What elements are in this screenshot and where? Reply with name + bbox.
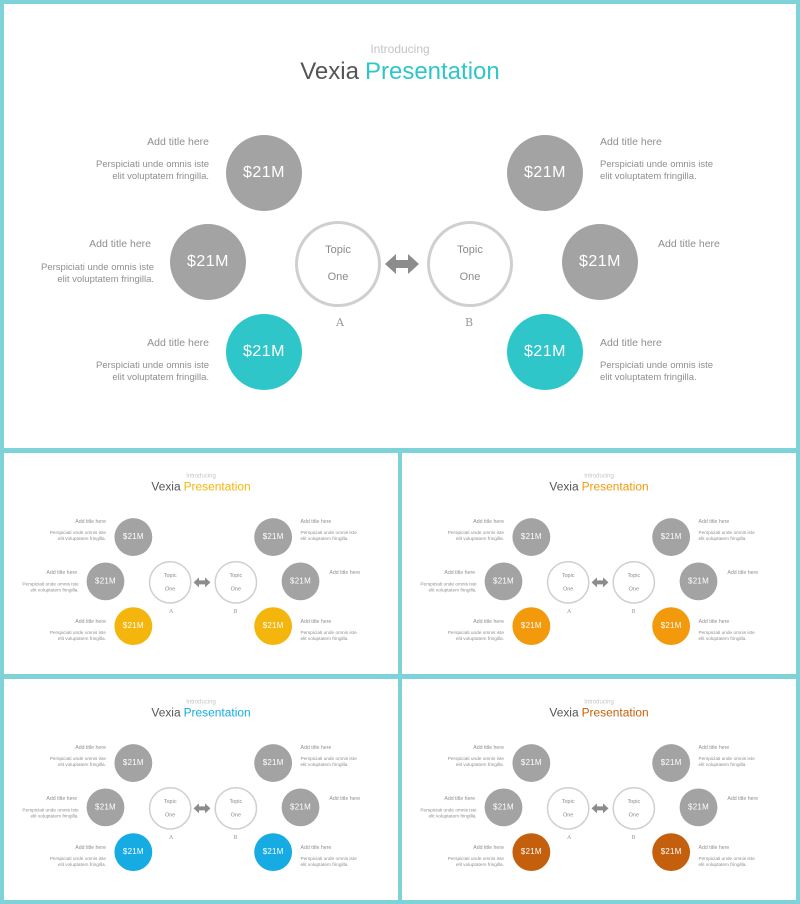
right-bottom-accent-circle: $21M bbox=[254, 607, 292, 645]
slide-thumb-brown[interactable] bbox=[402, 679, 796, 900]
right-top-desc: Perspiciati unde omnis iste elit voluptatem fringilla. bbox=[600, 159, 713, 182]
intro-text: Introducing bbox=[584, 697, 614, 705]
title-word-1: Vexia bbox=[151, 479, 181, 494]
right-mid-title: Add title here bbox=[727, 569, 759, 576]
label-a: A bbox=[169, 608, 174, 615]
right-bottom-title: Add title here bbox=[600, 337, 662, 349]
left-mid-desc: Perspiciati unde omnis iste elit voluptatem fringilla. bbox=[22, 807, 79, 819]
right-mid-value-circle: $21M bbox=[562, 224, 638, 300]
left-bottom-title: Add title here bbox=[75, 618, 106, 625]
right-top-value-circle: $21M bbox=[254, 518, 292, 556]
slide-title bbox=[4, 706, 398, 720]
title-word-1: Vexia bbox=[151, 705, 181, 720]
right-bottom-accent-circle: $21M bbox=[652, 607, 690, 645]
topic-circle-b: Topic One bbox=[214, 561, 257, 604]
topic-circle-a: Topic One bbox=[295, 221, 381, 307]
left-top-value-circle: $21M bbox=[512, 518, 550, 556]
slide-content bbox=[4, 453, 398, 674]
left-bottom-accent-circle: $21M bbox=[226, 314, 302, 390]
intro-text: Introducing bbox=[186, 697, 216, 705]
left-mid-value-circle: $21M bbox=[485, 788, 523, 826]
right-bottom-title: Add title here bbox=[698, 618, 730, 625]
left-mid-value-circle: $21M bbox=[87, 788, 125, 826]
slide-content bbox=[4, 679, 398, 900]
left-bottom-desc: Perspiciati unde omnis iste elit voluptatem fringilla. bbox=[96, 360, 209, 383]
right-bottom-title: Add title here bbox=[300, 844, 332, 851]
double-arrow-icon bbox=[385, 252, 419, 276]
slide-thumb-yellow[interactable] bbox=[4, 453, 398, 674]
right-bottom-desc: Perspiciati unde omnis iste elit voluptatem fringilla. bbox=[600, 360, 713, 383]
title-word-2: Presentation bbox=[183, 479, 251, 494]
label-b: B bbox=[233, 834, 238, 841]
slide-thumb-blue[interactable] bbox=[4, 679, 398, 900]
left-top-title: Add title here bbox=[75, 518, 106, 525]
topic-circle-a: Topic One bbox=[149, 787, 192, 830]
title-word-1: Vexia bbox=[549, 479, 579, 494]
label-b: B bbox=[233, 608, 238, 615]
left-bottom-title: Add title here bbox=[147, 337, 209, 349]
right-bottom-accent-circle: $21M bbox=[507, 314, 583, 390]
right-top-desc: Perspiciati unde omnis iste elit voluptatem fringilla. bbox=[698, 530, 755, 542]
right-bottom-title: Add title here bbox=[300, 618, 332, 625]
right-bottom-desc: Perspiciati unde omnis iste elit voluptatem fringilla. bbox=[698, 856, 755, 868]
double-arrow-icon bbox=[592, 576, 609, 588]
right-top-value-circle: $21M bbox=[254, 744, 292, 782]
right-top-title: Add title here bbox=[300, 518, 332, 525]
right-mid-value-circle: $21M bbox=[282, 788, 320, 826]
topic-circle-b: Topic One bbox=[612, 787, 655, 830]
slide-main[interactable] bbox=[4, 4, 796, 448]
right-mid-value-circle: $21M bbox=[680, 562, 718, 600]
title-word-1: Vexia bbox=[300, 58, 359, 85]
left-mid-desc: Perspiciati unde omnis iste elit voluptatem fringilla. bbox=[22, 581, 79, 593]
right-bottom-accent-circle: $21M bbox=[652, 833, 690, 871]
label-b: B bbox=[631, 608, 636, 615]
topic-circle-b: Topic One bbox=[612, 561, 655, 604]
right-bottom-desc: Perspiciati unde omnis iste elit voluptatem fringilla. bbox=[300, 856, 357, 868]
left-top-value-circle: $21M bbox=[114, 744, 152, 782]
label-a: A bbox=[169, 834, 174, 841]
right-bottom-desc: Perspiciati unde omnis iste elit voluptatem fringilla. bbox=[698, 630, 755, 642]
double-arrow-icon bbox=[194, 802, 211, 814]
left-top-value-circle: $21M bbox=[512, 744, 550, 782]
left-top-title: Add title here bbox=[473, 518, 504, 525]
left-mid-desc: Perspiciati unde omnis iste elit voluptatem fringilla. bbox=[420, 581, 477, 593]
left-top-desc: Perspiciati unde omnis iste elit voluptatem fringilla. bbox=[96, 159, 209, 182]
slide-title bbox=[402, 706, 796, 720]
left-mid-desc: Perspiciati unde omnis iste elit voluptatem fringilla. bbox=[41, 262, 154, 285]
left-bottom-desc: Perspiciati unde omnis iste elit voluptatem fringilla. bbox=[447, 856, 504, 868]
right-bottom-accent-circle: $21M bbox=[254, 833, 292, 871]
title-word-1: Vexia bbox=[549, 705, 579, 720]
left-bottom-title: Add title here bbox=[473, 618, 504, 625]
right-bottom-title: Add title here bbox=[698, 844, 730, 851]
left-bottom-accent-circle: $21M bbox=[512, 607, 550, 645]
left-top-desc: Perspiciati unde omnis iste elit voluptatem fringilla. bbox=[49, 756, 106, 768]
right-mid-title: Add title here bbox=[658, 238, 720, 250]
title-word-2: Presentation bbox=[364, 58, 500, 85]
left-bottom-desc: Perspiciati unde omnis iste elit voluptatem fringilla. bbox=[49, 630, 106, 642]
right-top-title: Add title here bbox=[698, 518, 730, 525]
left-bottom-accent-circle: $21M bbox=[114, 607, 152, 645]
double-arrow-icon bbox=[194, 576, 211, 588]
label-a: A bbox=[336, 316, 344, 329]
title-word-2: Presentation bbox=[581, 479, 649, 494]
slide-content bbox=[402, 679, 796, 900]
right-top-desc: Perspiciati unde omnis iste elit voluptatem fringilla. bbox=[300, 530, 357, 542]
left-mid-value-circle: $21M bbox=[485, 562, 523, 600]
left-top-title: Add title here bbox=[147, 136, 209, 148]
left-mid-value-circle: $21M bbox=[87, 562, 125, 600]
title-word-2: Presentation bbox=[581, 705, 649, 720]
left-mid-title: Add title here bbox=[89, 238, 151, 250]
label-b: B bbox=[631, 834, 636, 841]
right-mid-value-circle: $21M bbox=[680, 788, 718, 826]
left-top-desc: Perspiciati unde omnis iste elit voluptatem fringilla. bbox=[447, 530, 504, 542]
left-bottom-desc: Perspiciati unde omnis iste elit voluptatem fringilla. bbox=[49, 856, 106, 868]
topic-circle-a: Topic One bbox=[547, 561, 590, 604]
right-top-title: Add title here bbox=[600, 136, 662, 148]
left-top-title: Add title here bbox=[75, 744, 106, 751]
left-mid-value-circle: $21M bbox=[170, 224, 246, 300]
left-bottom-desc: Perspiciati unde omnis iste elit voluptatem fringilla. bbox=[447, 630, 504, 642]
label-a: A bbox=[567, 834, 572, 841]
intro-text: Introducing bbox=[186, 471, 216, 479]
left-bottom-accent-circle: $21M bbox=[114, 833, 152, 871]
left-top-title: Add title here bbox=[473, 744, 504, 751]
left-mid-title: Add title here bbox=[46, 569, 78, 576]
left-mid-title: Add title here bbox=[444, 569, 476, 576]
label-a: A bbox=[567, 608, 572, 615]
left-top-desc: Perspiciati unde omnis iste elit voluptatem fringilla. bbox=[447, 756, 504, 768]
left-bottom-title: Add title here bbox=[473, 844, 504, 851]
right-mid-title: Add title here bbox=[727, 795, 759, 802]
right-top-title: Add title here bbox=[698, 744, 730, 751]
left-mid-title: Add title here bbox=[46, 795, 78, 802]
right-top-title: Add title here bbox=[300, 744, 332, 751]
topic-circle-a: Topic One bbox=[149, 561, 192, 604]
left-top-desc: Perspiciati unde omnis iste elit voluptatem fringilla. bbox=[49, 530, 106, 542]
right-mid-value-circle: $21M bbox=[282, 562, 320, 600]
right-mid-title: Add title here bbox=[329, 795, 361, 802]
slide-content bbox=[402, 453, 796, 674]
right-top-desc: Perspiciati unde omnis iste elit voluptatem fringilla. bbox=[300, 756, 357, 768]
left-mid-desc: Perspiciati unde omnis iste elit voluptatem fringilla. bbox=[420, 807, 477, 819]
title-word-2: Presentation bbox=[183, 705, 251, 720]
right-mid-title: Add title here bbox=[329, 569, 361, 576]
topic-circle-b: Topic One bbox=[427, 221, 513, 307]
left-bottom-title: Add title here bbox=[75, 844, 106, 851]
right-top-desc: Perspiciati unde omnis iste elit voluptatem fringilla. bbox=[698, 756, 755, 768]
slide-thumb-orange[interactable] bbox=[402, 453, 796, 674]
slide-title bbox=[4, 480, 398, 494]
left-top-value-circle: $21M bbox=[114, 518, 152, 556]
topic-circle-a: Topic One bbox=[547, 787, 590, 830]
intro-text: Introducing bbox=[584, 471, 614, 479]
intro-text: Introducing bbox=[370, 42, 430, 56]
right-top-value-circle: $21M bbox=[507, 135, 583, 211]
topic-circle-b: Topic One bbox=[214, 787, 257, 830]
right-top-value-circle: $21M bbox=[652, 744, 690, 782]
slide-title bbox=[402, 480, 796, 494]
left-mid-title: Add title here bbox=[444, 795, 476, 802]
slide-content bbox=[4, 4, 796, 448]
left-bottom-accent-circle: $21M bbox=[512, 833, 550, 871]
right-bottom-desc: Perspiciati unde omnis iste elit voluptatem fringilla. bbox=[300, 630, 357, 642]
label-b: B bbox=[464, 316, 474, 329]
left-top-value-circle: $21M bbox=[226, 135, 302, 211]
right-top-value-circle: $21M bbox=[652, 518, 690, 556]
double-arrow-icon bbox=[592, 802, 609, 814]
slide-title bbox=[4, 58, 796, 86]
